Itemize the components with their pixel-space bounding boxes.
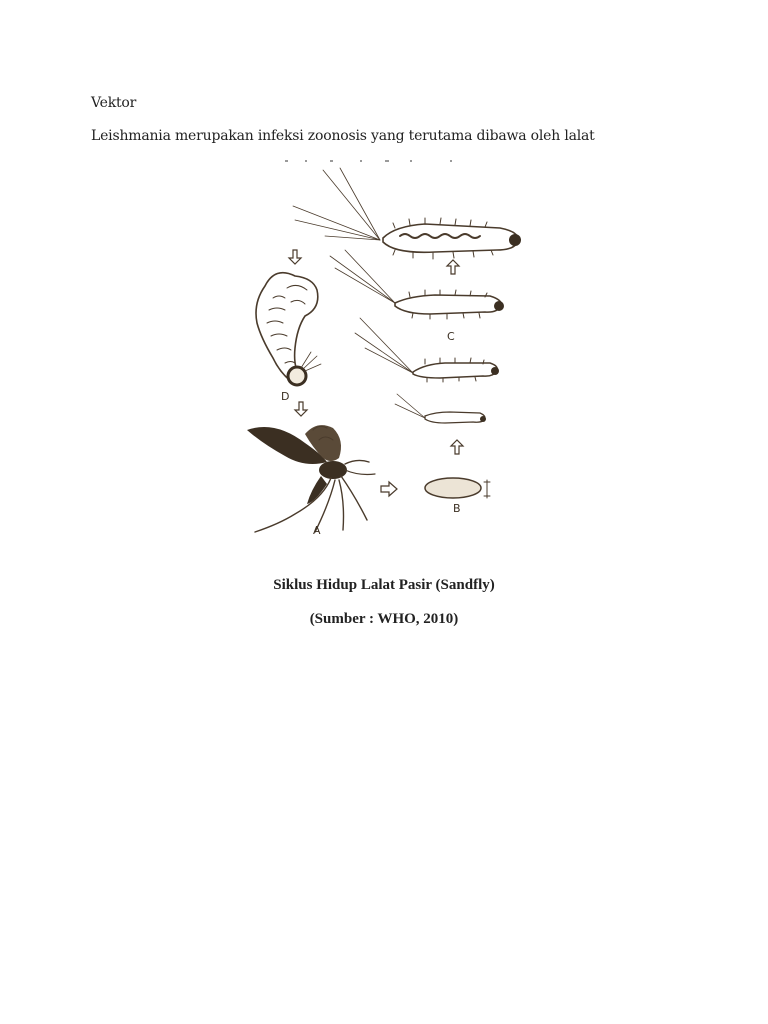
- adult-sandfly: [247, 425, 375, 532]
- egg-stage: [425, 478, 490, 498]
- arrow-down-icon: [295, 402, 307, 416]
- larva-stage-1: [395, 394, 486, 423]
- arrow-down-icon: [289, 250, 301, 264]
- arrow-right-icon: [381, 482, 397, 496]
- figure-label-a: A: [313, 524, 321, 537]
- pupa-stage: [256, 273, 321, 385]
- clipped-text-remnant: [285, 160, 452, 162]
- body-paragraph: Leishmania merupakan infeksi zoonosis yang terutama dibawa oleh lalat: [91, 128, 595, 144]
- figure-label-b: B: [453, 502, 461, 515]
- larva-stage-4: [293, 168, 521, 259]
- figure-label-d: D: [281, 390, 290, 403]
- figure-caption-title: Siklus Hidup Lalat Pasir (Sandfly): [273, 577, 495, 593]
- figure-label-c: C: [447, 330, 455, 343]
- sandfly-life-cycle-figure: [235, 158, 535, 543]
- arrow-up-icon: [447, 260, 459, 274]
- figure-caption-source: (Sumber : WHO, 2010): [309, 611, 459, 627]
- larva-stage-3: [330, 250, 504, 319]
- arrow-up-icon: [451, 440, 463, 454]
- section-heading: Vektor: [91, 95, 137, 111]
- larva-stage-2: [355, 318, 499, 382]
